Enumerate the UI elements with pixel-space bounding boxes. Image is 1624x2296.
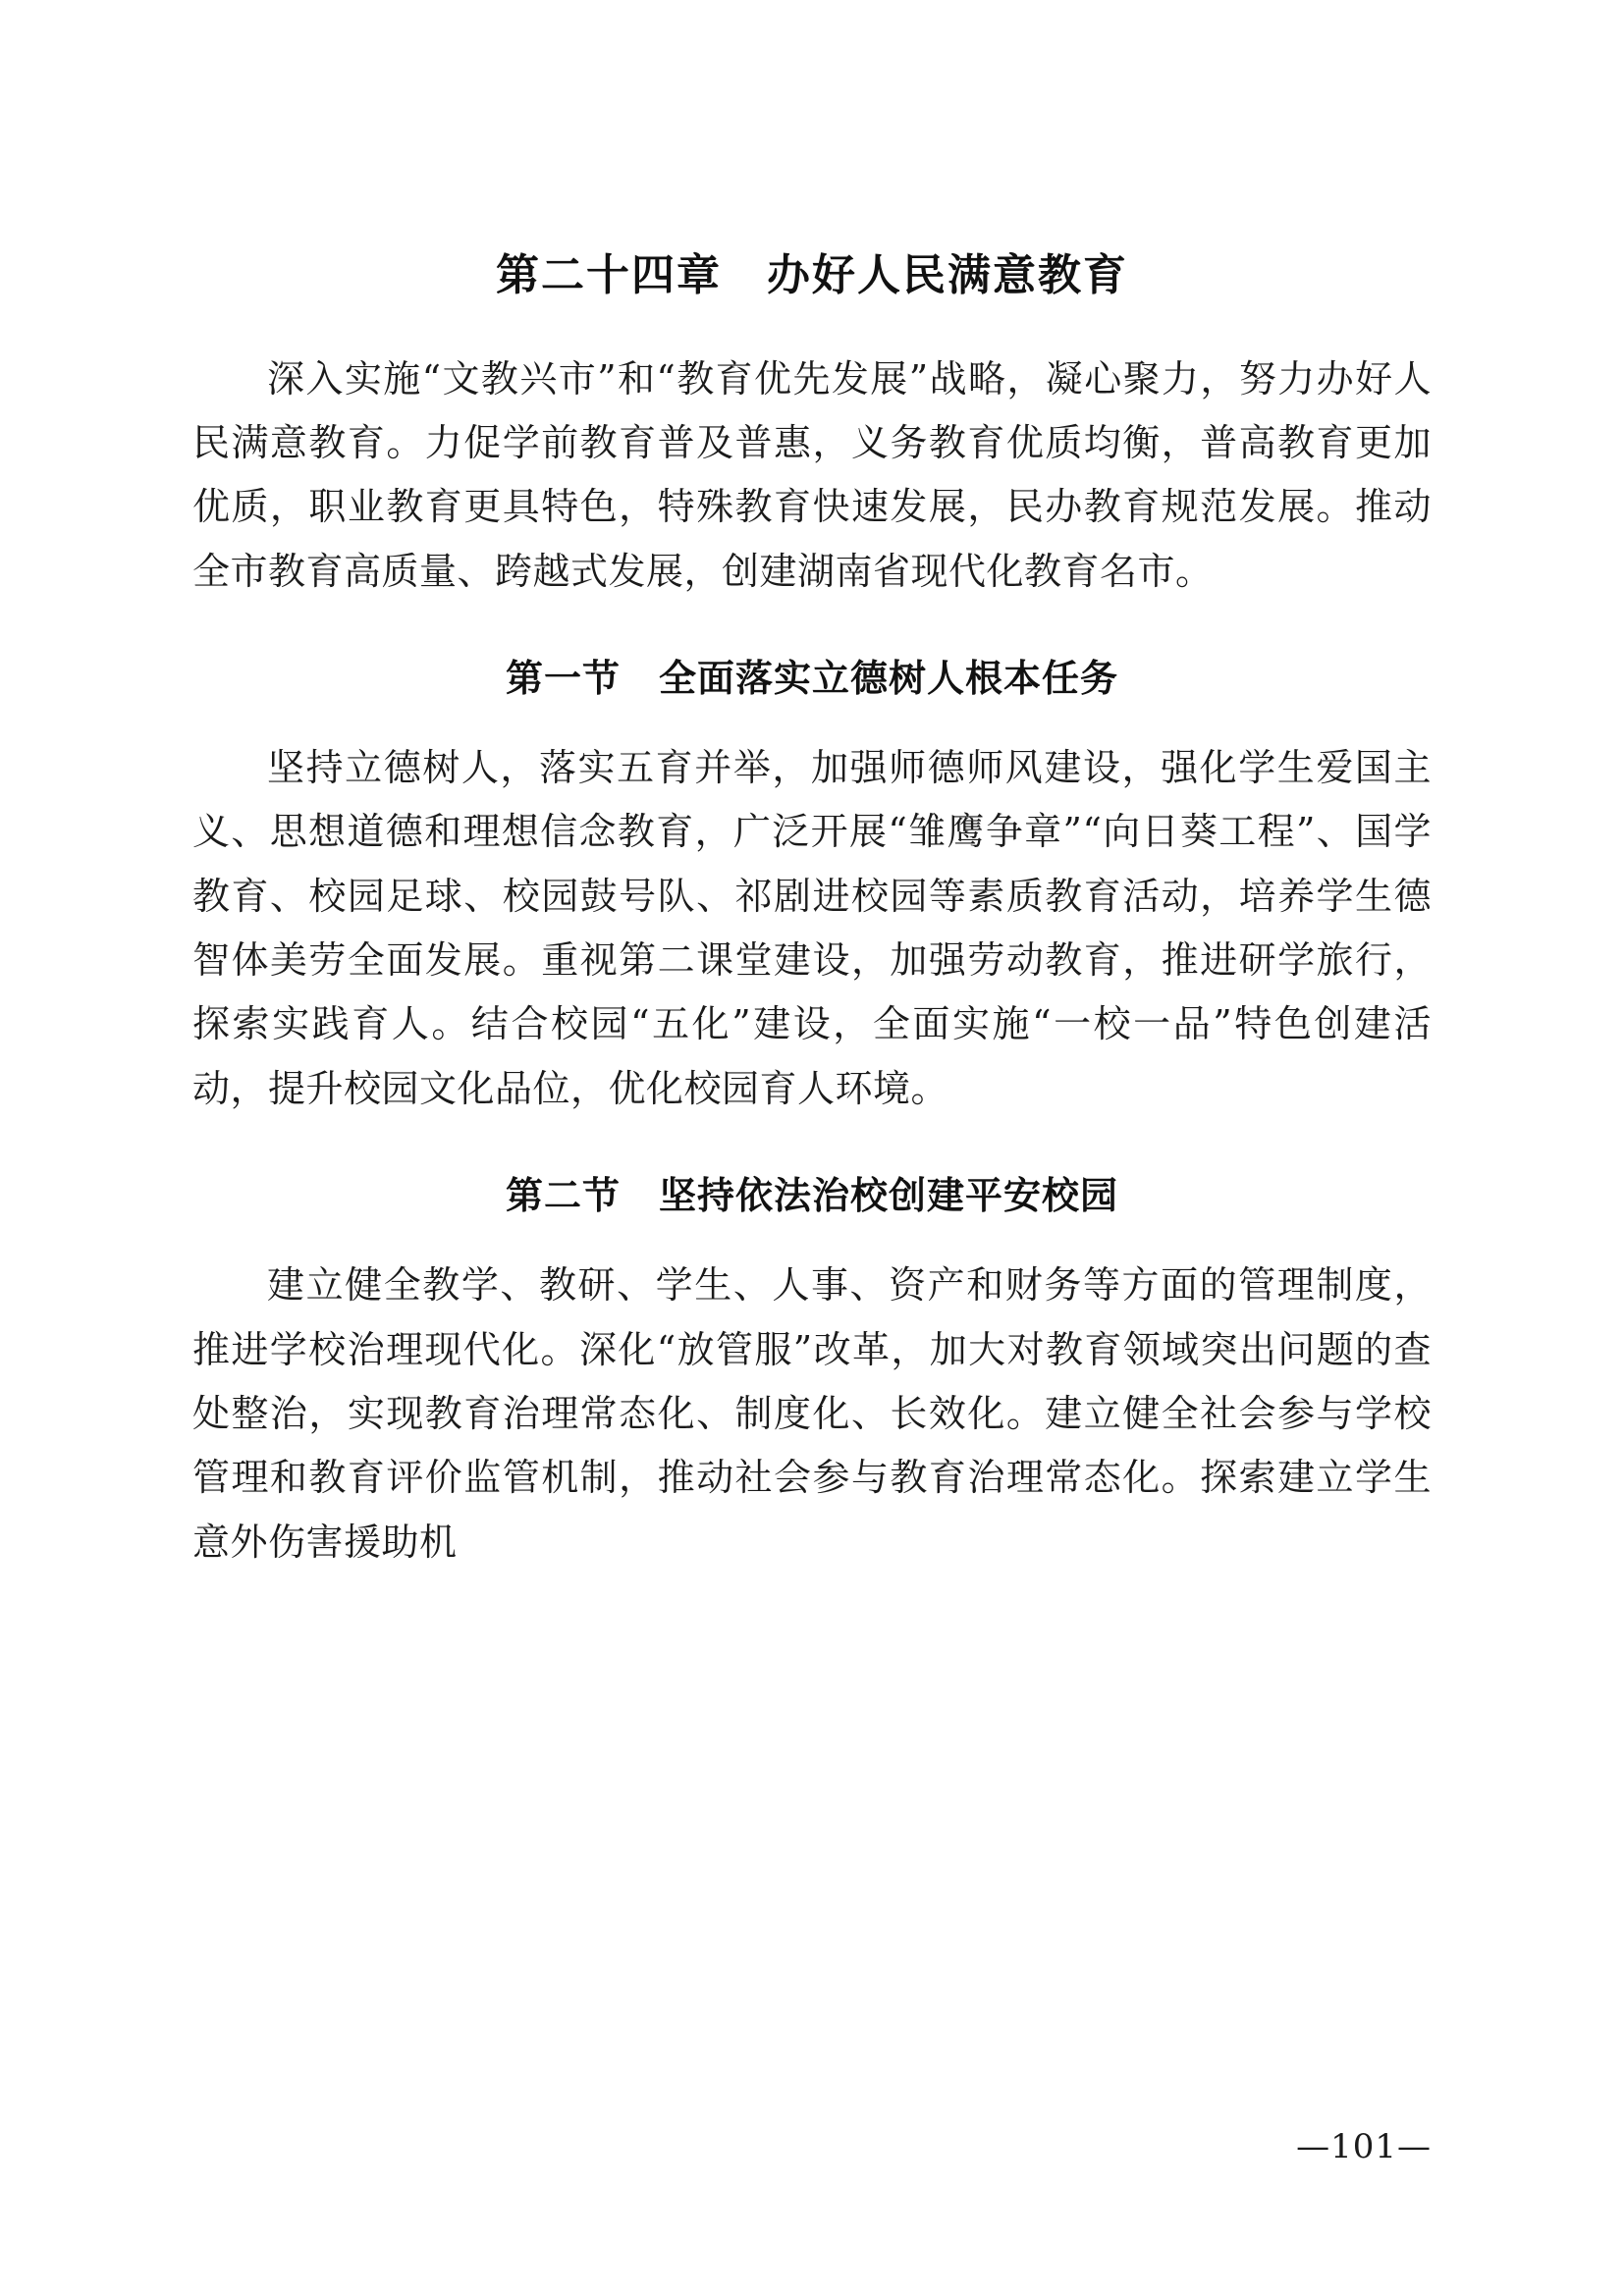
paragraph: 深入实施“文教兴市”和“教育优先发展”战略，凝心聚力，努力办好人民满意教育。力促学前教育普及普惠，义务教育优质均衡，普高教育更加优质，职业教育更具特色，特殊教育快速发展，民办教育规范发展。推动全市教育高质量、跨越式发展，创建湖南省现代化教育名市。 xyxy=(192,356,1432,593)
page-number: —101— xyxy=(1296,2127,1432,2166)
page-content xyxy=(192,245,1432,1588)
paragraph: 建立健全教学、教研、学生、人事、资产和财务等方面的管理制度，推进学校治理现代化。深化“放管服”改革，加大对教育领域突出问题的查处整治，实现教育治理常态化、制度化、长效化。建立健全社会参与学校管理和教育评价监管机制，推动社会参与教育治理常态化。探索建立学生意外伤害援助机 xyxy=(192,1263,1432,1564)
section-title: 第二节 坚持依法治校创建平安校园 xyxy=(505,1174,1118,1218)
paragraph: 坚持立德树人，落实五育并举，加强师德师风建设，强化学生爱国主义、思想道德和理想信念教育，广泛开展“雏鹰争章”“向日葵工程”、国学教育、校园足球、校园鼓号队、祁剧进校园等素质教育活动，培养学生德智体美劳全面发展。重视第二课堂建设，加强劳动教育，推进研学旅行，探索实践育人。结合校园“五化”建设，全面实施“一校一品”特色创建活动，提升校园文化品位，优化校园育人环境。 xyxy=(192,746,1432,1110)
chapter-title: 第二十四章 办好人民满意教育 xyxy=(496,250,1128,300)
section-title: 第一节 全面落实立德树人根本任务 xyxy=(505,657,1118,701)
